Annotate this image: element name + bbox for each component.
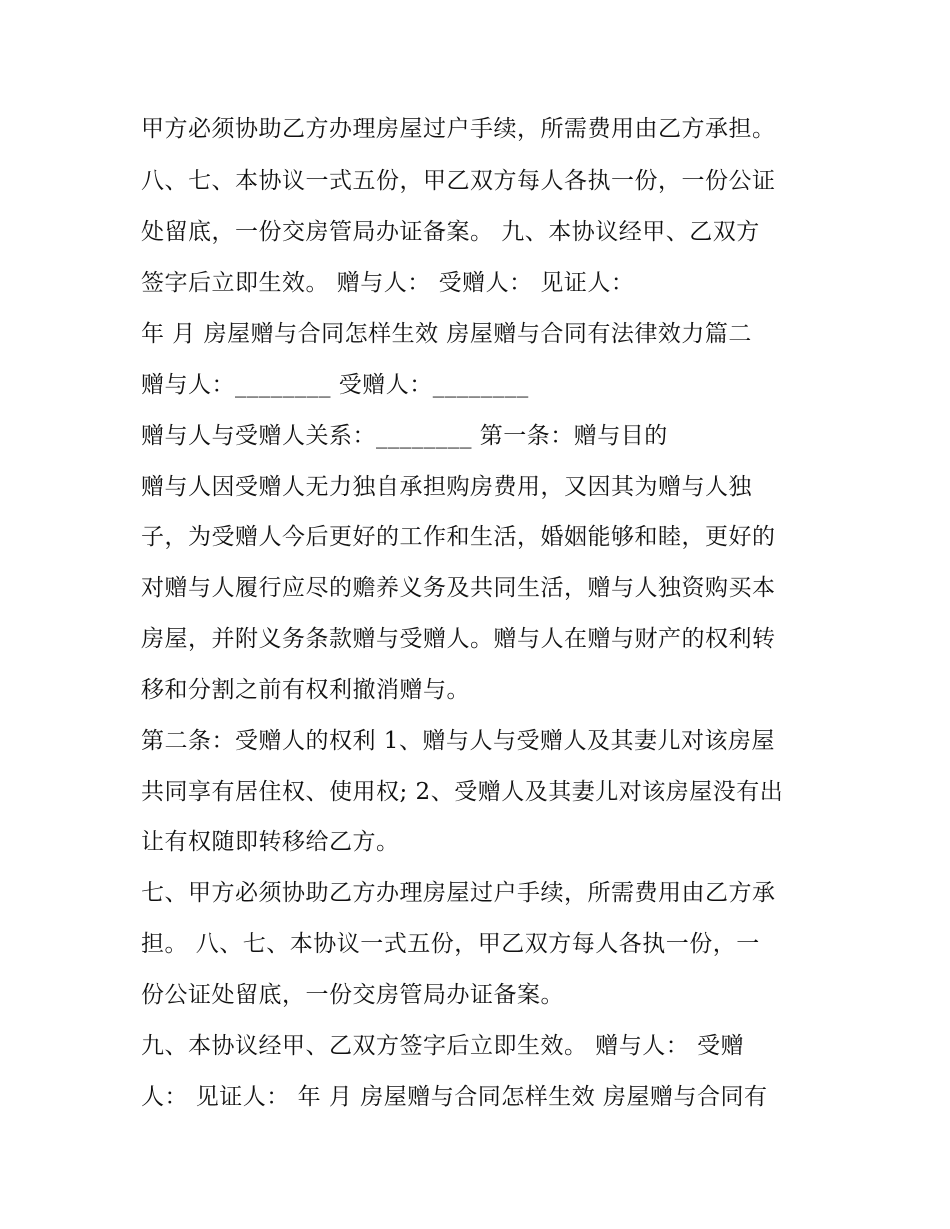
text-line: 房屋，并附义务条款赠与受赠人。赠与人在赠与财产的权利转 [141, 626, 776, 652]
text-line: 八、七、本协议一式五份，甲乙双方每人各执一份，一份公证 [141, 168, 776, 194]
text-line: 赠与人与受赠人关系：________ 第一条：赠与目的 [141, 423, 668, 449]
text-line: 年 月 房屋赠与合同怎样生效 房屋赠与合同有法律效力篇二 [141, 321, 752, 347]
text-line: 处留底，一份交房管局办证备案。 九、本协议经甲、乙双方 [141, 219, 760, 245]
text-line: 份公证处留底，一份交房管局办证备案。 [141, 982, 564, 1008]
text-line: 九、本协议经甲、乙双方签字后立即生效。 赠与人： 受赠 [141, 1033, 745, 1059]
text-line: 子，为受赠人今后更好的工作和生活，婚姻能够和睦，更好的 [141, 524, 776, 550]
text-line: 人： 见证人： 年 月 房屋赠与合同怎样生效 房屋赠与合同有 [141, 1084, 768, 1110]
text-line: 七、甲方必须协助乙方办理房屋过户手续，所需费用由乙方承 [141, 880, 776, 906]
text-line: 甲方必须协助乙方办理房屋过户手续，所需费用由乙方承担。 [141, 116, 776, 142]
text-line: 赠与人因受赠人无力独自承担购房费用，又因其为赠与人独 [141, 474, 752, 500]
text-line: 担。 八、七、本协议一式五份，甲乙双方每人各执一份，一 [141, 931, 760, 957]
text-line: 签字后立即生效。 赠与人： 受赠人： 见证人： [141, 270, 635, 296]
text-line: 让有权随即转移给乙方。 [141, 829, 400, 855]
text-line: 对赠与人履行应尽的赡养义务及共同生活，赠与人独资购买本 [141, 575, 776, 601]
text-line: 第二条：受赠人的权利 1、赠与人与受赠人及其妻儿对该房屋 [141, 728, 775, 754]
text-line: 赠与人：________ 受赠人：________ [141, 372, 529, 398]
text-line: 移和分割之前有权利撤消赠与。 [141, 677, 470, 703]
text-line: 共同享有居住权、使用权; 2、受赠人及其妻儿对该房屋没有出 [141, 779, 784, 805]
